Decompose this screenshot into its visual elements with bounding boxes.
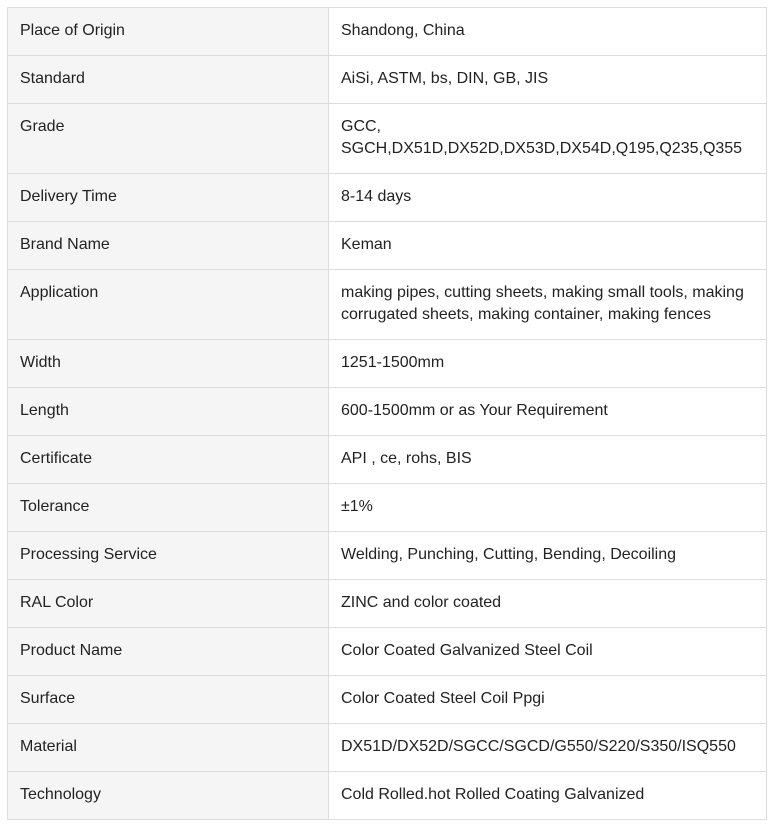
table-row [8, 340, 767, 388]
table-row [8, 676, 767, 724]
spec-value: DX51D/DX52D/SGCC/SGCD/G550/S220/S350/ISQ550 [329, 724, 767, 772]
spec-label: Material [8, 724, 329, 772]
spec-value: GCC, SGCH,DX51D,DX52D,DX53D,DX54D,Q195,Q235,Q355 [329, 104, 767, 174]
table-row [8, 388, 767, 436]
spec-value: ±1% [329, 484, 767, 532]
spec-label: Tolerance [8, 484, 329, 532]
spec-label: RAL Color [8, 580, 329, 628]
table-row [8, 580, 767, 628]
table-row [8, 222, 767, 270]
spec-label: Technology [8, 772, 329, 820]
spec-label: Width [8, 340, 329, 388]
table-row [8, 270, 767, 340]
table-row [8, 724, 767, 772]
spec-value: AiSi, ASTM, bs, DIN, GB, JIS [329, 56, 767, 104]
spec-label: Certificate [8, 436, 329, 484]
spec-label: Place of Origin [8, 8, 329, 56]
table-row [8, 772, 767, 820]
table-row [8, 56, 767, 104]
spec-value: Color Coated Steel Coil Ppgi [329, 676, 767, 724]
spec-value: 8-14 days [329, 174, 767, 222]
table-row [8, 104, 767, 174]
table-row [8, 174, 767, 222]
spec-value: Cold Rolled.hot Rolled Coating Galvanized [329, 772, 767, 820]
spec-value: making pipes, cutting sheets, making small tools, making corrugated sheets, making container, making fences [329, 270, 767, 340]
spec-value: API , ce, rohs, BIS [329, 436, 767, 484]
product-spec-table [7, 7, 767, 820]
spec-label: Length [8, 388, 329, 436]
spec-value: Shandong, China [329, 8, 767, 56]
spec-label: Product Name [8, 628, 329, 676]
spec-label: Standard [8, 56, 329, 104]
spec-label: Brand Name [8, 222, 329, 270]
table-row [8, 436, 767, 484]
spec-value: Color Coated Galvanized Steel Coil [329, 628, 767, 676]
spec-value: ZINC and color coated [329, 580, 767, 628]
table-row [8, 532, 767, 580]
spec-label: Surface [8, 676, 329, 724]
table-row [8, 628, 767, 676]
table-row [8, 8, 767, 56]
spec-value: 1251-1500mm [329, 340, 767, 388]
spec-label: Processing Service [8, 532, 329, 580]
spec-value: Welding, Punching, Cutting, Bending, Decoiling [329, 532, 767, 580]
spec-label: Application [8, 270, 329, 340]
spec-label: Grade [8, 104, 329, 174]
spec-value: Keman [329, 222, 767, 270]
spec-label: Delivery Time [8, 174, 329, 222]
spec-value: 600-1500mm or as Your Requirement [329, 388, 767, 436]
table-row [8, 484, 767, 532]
